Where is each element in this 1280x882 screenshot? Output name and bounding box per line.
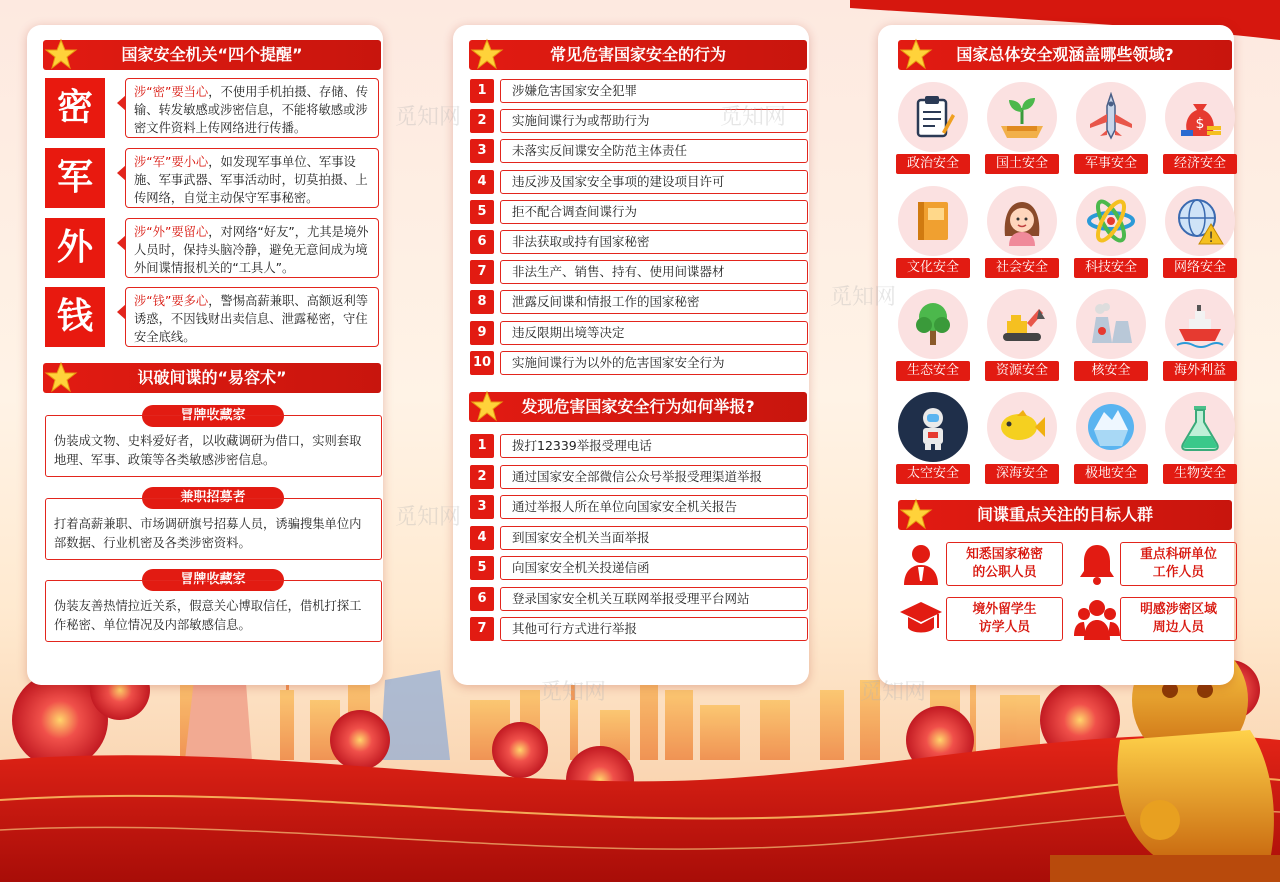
report-item: 1 拨打12339举报受理电话 — [470, 434, 808, 458]
behavior-item: 10 实施间谍行为以外的危害国家安全行为 — [470, 351, 808, 375]
atom-icon — [1086, 196, 1136, 246]
ship-icon — [1175, 299, 1225, 349]
behavior-item: 7 非法生产、销售、持有、使用间谍器材 — [470, 260, 808, 284]
left-panel — [27, 25, 383, 685]
middle-panel — [453, 25, 809, 685]
domain-military: 军事安全 — [1074, 82, 1148, 182]
domain-economy: $ 经济安全 — [1163, 82, 1237, 182]
money-bag-icon — [1175, 92, 1225, 142]
behavior-item: 5 拒不配合调查间谍行为 — [470, 200, 808, 224]
behavior-item: 2 实施间谍行为或帮助行为 — [470, 109, 808, 133]
star-icon — [469, 388, 505, 424]
watermark: 觅知网 — [395, 105, 462, 130]
flask-icon — [1175, 402, 1225, 452]
reminder-text: 涉“外”要留心，对网络“好友”，尤其是境外人员时，保持头脑冷静，避免无意间成为境外间谍情报机关的“工具人”。 — [125, 218, 379, 278]
reminder-char: 密 — [45, 78, 105, 138]
svg-text:$: $ — [1195, 116, 1205, 132]
fighter-jet-icon — [1086, 92, 1136, 142]
target-group: 重点科研单位 工作人员 — [1120, 542, 1237, 586]
domain-political: 政治安全 — [896, 82, 970, 182]
domain-technology: 科技安全 — [1074, 186, 1148, 286]
disguise-text: 打着高薪兼职、市场调研旗号招募人员，诱骗搜集单位内部数据、行业机密及各类涉密资料。 — [45, 498, 382, 560]
section-title-four-reminders: 国家安全机关“四个提醒” — [43, 40, 381, 70]
domain-culture: 文化安全 — [896, 186, 970, 286]
domain-deep-sea: 深海安全 — [985, 392, 1059, 492]
reminder-text: 涉“密”要当心，不使用手机拍摄、存储、传输、转发敏感或涉密信息，不能将敏感或涉密文件资料上传网络进行传播。 — [125, 78, 379, 138]
clipboard-icon — [908, 92, 958, 142]
star-icon — [469, 36, 505, 72]
reminder-char: 军 — [45, 148, 105, 208]
woman-icon — [997, 196, 1047, 246]
domain-network: ! 网络安全 — [1163, 186, 1237, 286]
nuclear-plant-icon — [1086, 299, 1136, 349]
behavior-item: 3 未落实反间谍安全防范主体责任 — [470, 139, 808, 163]
domain-space: 太空安全 — [896, 392, 970, 492]
report-item: 5 向国家安全机关投递信函 — [470, 556, 808, 580]
watermark: 觅知网 — [540, 680, 607, 705]
target-group: 知悉国家秘密 的公职人员 — [946, 542, 1063, 586]
watermark: 觅知网 — [860, 680, 927, 705]
disguise-tag: 冒牌收藏家 — [142, 569, 284, 591]
report-item: 3 通过举报人所在单位向国家安全机关报告 — [470, 495, 808, 519]
right-panel — [878, 25, 1234, 685]
globe-warning-icon — [1175, 196, 1225, 246]
target-group: 明感涉密区域 周边人员 — [1120, 597, 1237, 641]
star-icon — [898, 496, 934, 532]
domain-resources: 资源安全 — [985, 289, 1059, 389]
domain-ecology: 生态安全 — [896, 289, 970, 389]
official-icon — [898, 541, 944, 587]
disguise-text: 伪装友善热情拉近关系，假意关心博取信任，借机打探工作秘密、单位情况及内部敏感信息。 — [45, 580, 382, 642]
graduation-cap-icon — [898, 596, 944, 642]
report-item: 7 其他可行方式进行举报 — [470, 617, 808, 641]
report-item: 2 通过国家安全部微信公众号举报受理渠道举报 — [470, 465, 808, 489]
star-icon — [43, 36, 79, 72]
section-title-disguise: 识破间谍的“易容术” — [43, 363, 381, 393]
fish-icon — [997, 402, 1047, 452]
disguise-tag: 冒牌收藏家 — [142, 405, 284, 427]
svg-text:!: ! — [1208, 230, 1214, 246]
section-title-domains: 国家总体安全观涵盖哪些领域? — [898, 40, 1232, 70]
reminder-char: 钱 — [45, 287, 105, 347]
behavior-item: 1 涉嫌危害国家安全犯罪 — [470, 79, 808, 103]
book-icon — [908, 196, 958, 246]
section-title-targets: 间谍重点关注的目标人群 — [898, 500, 1232, 530]
star-icon — [898, 36, 934, 72]
disguise-tag: 兼职招募者 — [142, 487, 284, 509]
tree-icon — [908, 299, 958, 349]
iceberg-icon — [1086, 402, 1136, 452]
report-item: 4 到国家安全机关当面举报 — [470, 526, 808, 550]
section-title-behaviors: 常见危害国家安全的行为 — [469, 40, 807, 70]
star-icon — [43, 359, 79, 395]
behavior-item: 6 非法获取或持有国家秘密 — [470, 230, 808, 254]
astronaut-icon — [908, 402, 958, 452]
target-group: 境外留学生 访学人员 — [946, 597, 1063, 641]
sprout-land-icon — [997, 92, 1047, 142]
behavior-item: 4 违反涉及国家安全事项的建设项目许可 — [470, 170, 808, 194]
domain-society: 社会安全 — [985, 186, 1059, 286]
watermark: 觅知网 — [395, 505, 462, 530]
domain-territory: 国土安全 — [985, 82, 1059, 182]
reminder-text: 涉“军”要小心，如发现军事单位、军事设施、军事武器、军事活动时，切莫拍摄、上传网络，自觉主动保守军事秘密。 — [125, 148, 379, 208]
watermark: 觅知网 — [720, 105, 787, 130]
reminder-text: 涉“钱”要多心，警惕高薪兼职、高额返利等诱惑，不因钱财出卖信息、泄露秘密，守住安全底线。 — [125, 287, 379, 347]
domain-nuclear: 核安全 — [1074, 289, 1148, 389]
excavator-icon — [997, 299, 1047, 349]
section-title-report: 发现危害国家安全行为如何举报? — [469, 392, 807, 422]
domain-overseas: 海外利益 — [1163, 289, 1237, 389]
domain-biology: 生物安全 — [1163, 392, 1237, 492]
disguise-text: 伪装成文物、史料爱好者，以收藏调研为借口，实则套取地理、军事、政策等各类敏感涉密信息。 — [45, 415, 382, 477]
watermark: 觅知网 — [830, 285, 897, 310]
reminder-char: 外 — [45, 218, 105, 278]
bell-icon — [1074, 541, 1120, 587]
report-item: 6 登录国家安全机关互联网举报受理平台网站 — [470, 587, 808, 611]
domain-polar: 极地安全 — [1074, 392, 1148, 492]
behavior-item: 9 违反限期出境等决定 — [470, 321, 808, 345]
group-icon — [1074, 596, 1120, 642]
behavior-item: 8 泄露反间谍和情报工作的国家秘密 — [470, 290, 808, 314]
